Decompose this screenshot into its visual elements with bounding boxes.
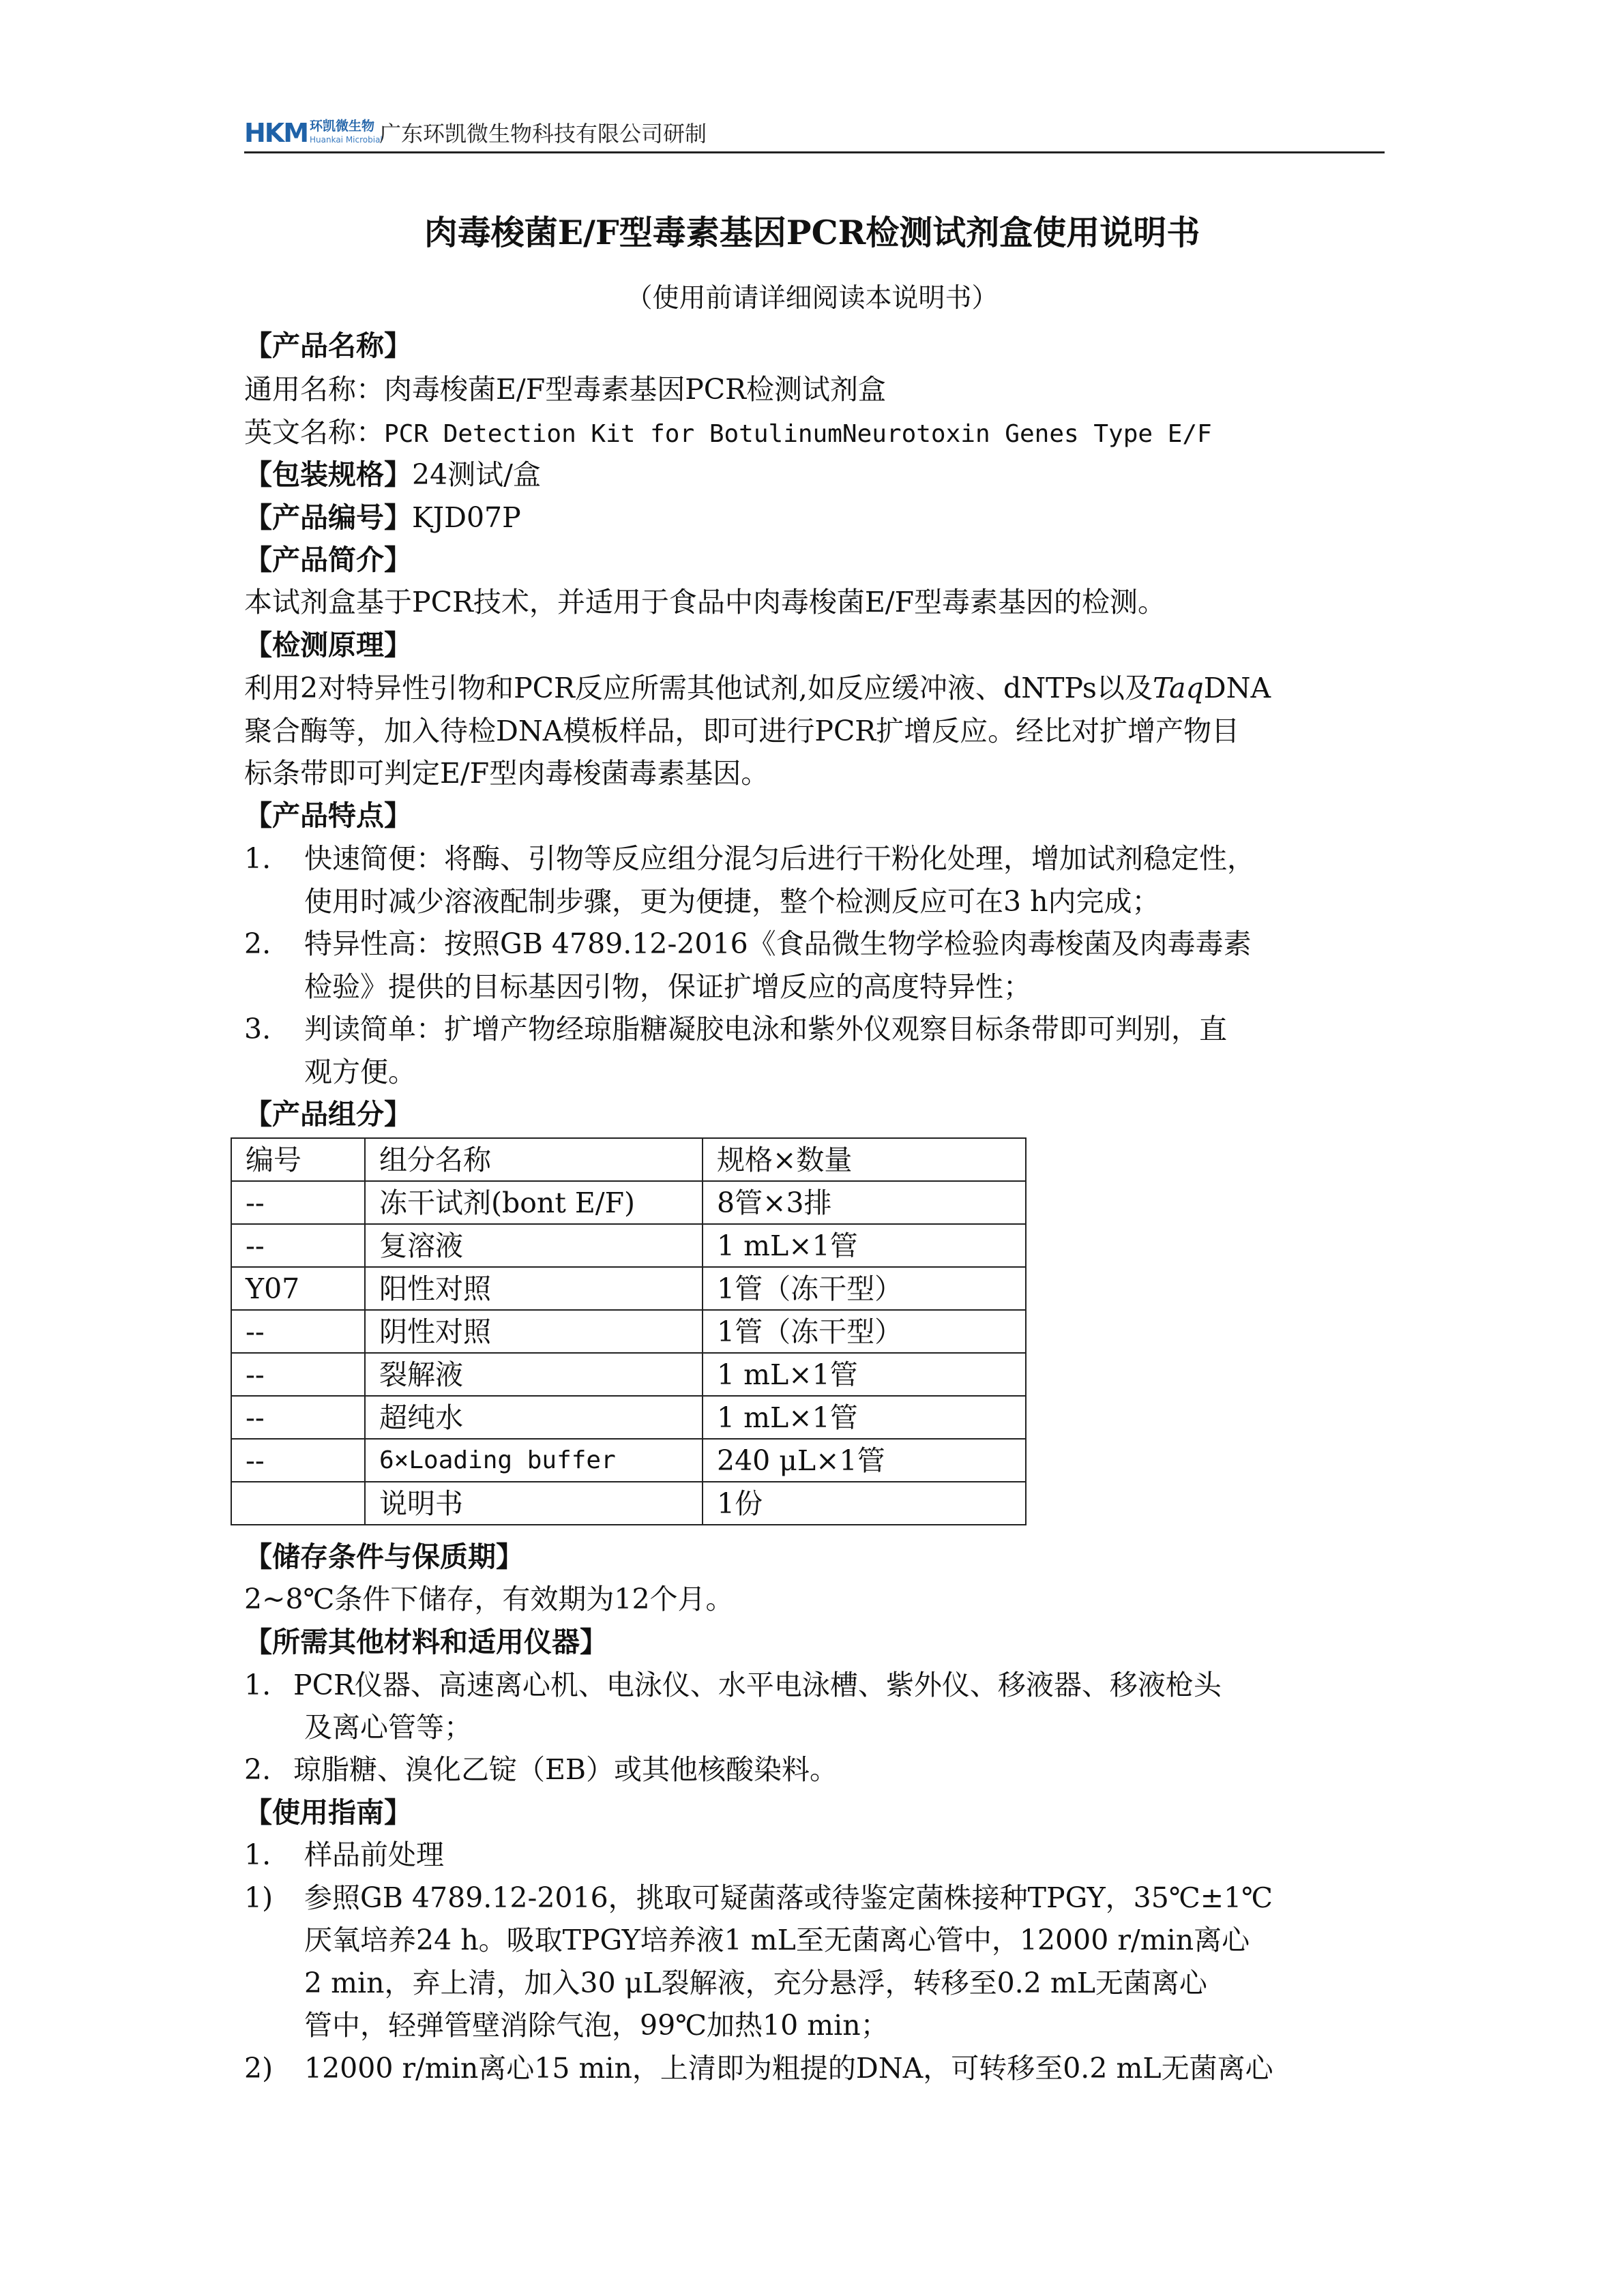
heading-guide: 【使用指南】 [244, 1796, 412, 1829]
material-2-line-1: 琼脂糖、溴化乙锭（EB）或其他核酸染料。 [293, 1753, 838, 1786]
generic-name: 通用名称：肉毒梭菌E/F型毒素基因PCR检测试剂盒 [244, 373, 887, 406]
guide-step-1-number: 1. [244, 1838, 271, 1871]
storage-text: 2~8℃条件下储存，有效期为12个月。 [244, 1583, 734, 1615]
feature-3-line-2: 观方便。 [304, 1056, 416, 1088]
heading-package: 【包装规格】 [244, 458, 412, 491]
table-row [231, 1181, 1026, 1224]
feature-1-number: 1. [244, 842, 271, 875]
english-name-label: 英文名称： [244, 416, 384, 449]
feature-3-number: 3. [244, 1013, 271, 1045]
table-cell: -- [231, 1310, 365, 1353]
product-code-value: KJD07P [412, 501, 521, 534]
table-cell: 8管×3排 [703, 1181, 1026, 1224]
feature-1-line-2: 使用时减少溶液配制步骤，更为便捷，整个检测反应可在3 h内完成； [304, 885, 1160, 918]
table-cell: 说明书 [365, 1482, 703, 1525]
logo-english-name: Huankai Microbial [310, 135, 383, 145]
heading-product-name: 【产品名称】 [244, 329, 412, 362]
heading-product-code: 【产品编号】 [244, 501, 412, 534]
table-row [231, 1267, 1026, 1310]
feature-3-line-1: 判读简单：扩增产物经琼脂糖凝胶电泳和紫外仪观察目标条带即可判别，直 [304, 1013, 1227, 1045]
guide-item-2-number: 2) [244, 2052, 274, 2085]
document-subtitle: （使用前请详细阅读本说明书） [625, 283, 999, 314]
principle-taq: Taq [1152, 672, 1204, 704]
header-company-name: 广东环凯微生物科技有限公司研制 [379, 121, 707, 147]
logo-chinese-name: 环凯微生物 [310, 119, 375, 134]
feature-2-line-2: 检验》提供的目标基因引物，保证扩增反应的高度特异性； [304, 970, 1031, 1003]
table-cell: 1 mL×1管 [703, 1396, 1026, 1439]
guide-item-1-line-2: 厌氧培养24 h。吸取TPGY培养液1 mL至无菌离心管中，12000 r/min离心 [304, 1924, 1250, 1956]
table-cell: Y07 [231, 1267, 365, 1310]
table-cell: 复溶液 [365, 1224, 703, 1267]
table-row [231, 1439, 1026, 1482]
feature-2-line-1: 特异性高：按照GB 4789.12-2016《食品微生物学检验肉毒梭菌及肉毒毒素 [304, 927, 1252, 960]
heading-intro: 【产品简介】 [244, 543, 412, 576]
logo-mark: HKM [244, 118, 308, 148]
principle-dna: DNA [1203, 672, 1271, 704]
material-2-number: 2. [244, 1753, 271, 1786]
english-name-value: PCR Detection Kit for BotulinumNeurotoxin Genes Type E/F [384, 420, 1212, 448]
material-1-line-2: 及离心管等； [304, 1711, 472, 1744]
package-value: 24测试/盒 [412, 458, 541, 491]
principle-line-1 [244, 668, 1271, 708]
table-cell: 阳性对照 [365, 1267, 703, 1310]
heading-principle: 【检测原理】 [244, 629, 412, 661]
table-cell: 1份 [703, 1482, 1026, 1525]
table-header-row [231, 1138, 1026, 1181]
table-cell: 1管（冻干型） [703, 1267, 1026, 1310]
table-row [231, 1353, 1026, 1396]
guide-item-1-number: 1) [244, 1881, 274, 1914]
table-cell: -- [231, 1224, 365, 1267]
feature-1-line-1: 快速简便：将酶、引物等反应组分混匀后进行干粉化处理，增加试剂稳定性， [304, 842, 1255, 875]
guide-item-1-line-4: 管中，轻弹管壁消除气泡，99℃加热10 min； [304, 2009, 889, 2042]
table-header-cell: 规格×数量 [703, 1138, 1026, 1181]
table-cell: 240 μL×1管 [703, 1439, 1026, 1482]
feature-2-number: 2. [244, 927, 271, 960]
guide-step-1-title: 样品前处理 [304, 1838, 444, 1871]
heading-components: 【产品组分】 [244, 1098, 412, 1131]
guide-item-2-line-1: 12000 r/min离心15 min，上清即为粗提的DNA，可转移至0.2 mL无菌离心 [304, 2052, 1273, 2085]
page-header [244, 116, 1385, 154]
table-row [231, 1224, 1026, 1267]
english-name [244, 413, 1212, 454]
table-cell: -- [231, 1181, 365, 1224]
heading-features: 【产品特点】 [244, 799, 412, 832]
table-row [231, 1482, 1026, 1525]
table-cell: 6×Loading buffer [365, 1439, 703, 1482]
header-divider [244, 151, 1385, 153]
table-cell: 阴性对照 [365, 1310, 703, 1353]
package-spec [244, 455, 541, 494]
table-cell: 超纯水 [365, 1396, 703, 1439]
table-cell: 裂解液 [365, 1353, 703, 1396]
table-cell: 1 mL×1管 [703, 1353, 1026, 1396]
table-cell: 1 mL×1管 [703, 1224, 1026, 1267]
table-cell: -- [231, 1439, 365, 1482]
product-code [244, 498, 521, 537]
document-title: 肉毒梭菌E/F型毒素基因PCR检测试剂盒使用说明书 [424, 213, 1200, 252]
intro-text: 本试剂盒基于PCR技术，并适用于食品中肉毒梭菌E/F型毒素基因的检测。 [244, 586, 1166, 618]
heading-storage: 【储存条件与保质期】 [244, 1540, 524, 1573]
principle-line-1-text: 利用2对特异性引物和PCR反应所需其他试剂,如反应缓冲液、dNTPs以及 [244, 672, 1153, 704]
material-1-number: 1. [244, 1669, 271, 1701]
company-logo [244, 117, 383, 150]
table-cell: -- [231, 1396, 365, 1439]
table-cell: 冻干试剂(bont E/F) [365, 1181, 703, 1224]
table-cell [231, 1482, 365, 1525]
principle-line-2: 聚合酶等，加入待检DNA模板样品，即可进行PCR扩增反应。经比对扩增产物目 [244, 715, 1240, 747]
guide-item-1-line-1: 参照GB 4789.12-2016，挑取可疑菌落或待鉴定菌株接种TPGY，35℃±1℃ [304, 1881, 1273, 1914]
table-row [231, 1310, 1026, 1353]
material-1-line-1: PCR仪器、高速离心机、电泳仪、水平电泳槽、紫外仪、移液器、移液枪头 [293, 1669, 1222, 1701]
table-header-cell: 编号 [231, 1138, 365, 1181]
table-row [231, 1396, 1026, 1439]
components-table [231, 1137, 1027, 1525]
table-cell: -- [231, 1353, 365, 1396]
principle-line-3: 标条带即可判定E/F型肉毒梭菌毒素基因。 [244, 757, 769, 790]
table-header-cell: 组分名称 [365, 1138, 703, 1181]
table-cell: 1管（冻干型） [703, 1310, 1026, 1353]
heading-materials: 【所需其他材料和适用仪器】 [244, 1626, 608, 1658]
guide-item-1-line-3: 2 min，弃上清，加入30 μL裂解液，充分悬浮，转移至0.2 mL无菌离心 [304, 1967, 1207, 1999]
